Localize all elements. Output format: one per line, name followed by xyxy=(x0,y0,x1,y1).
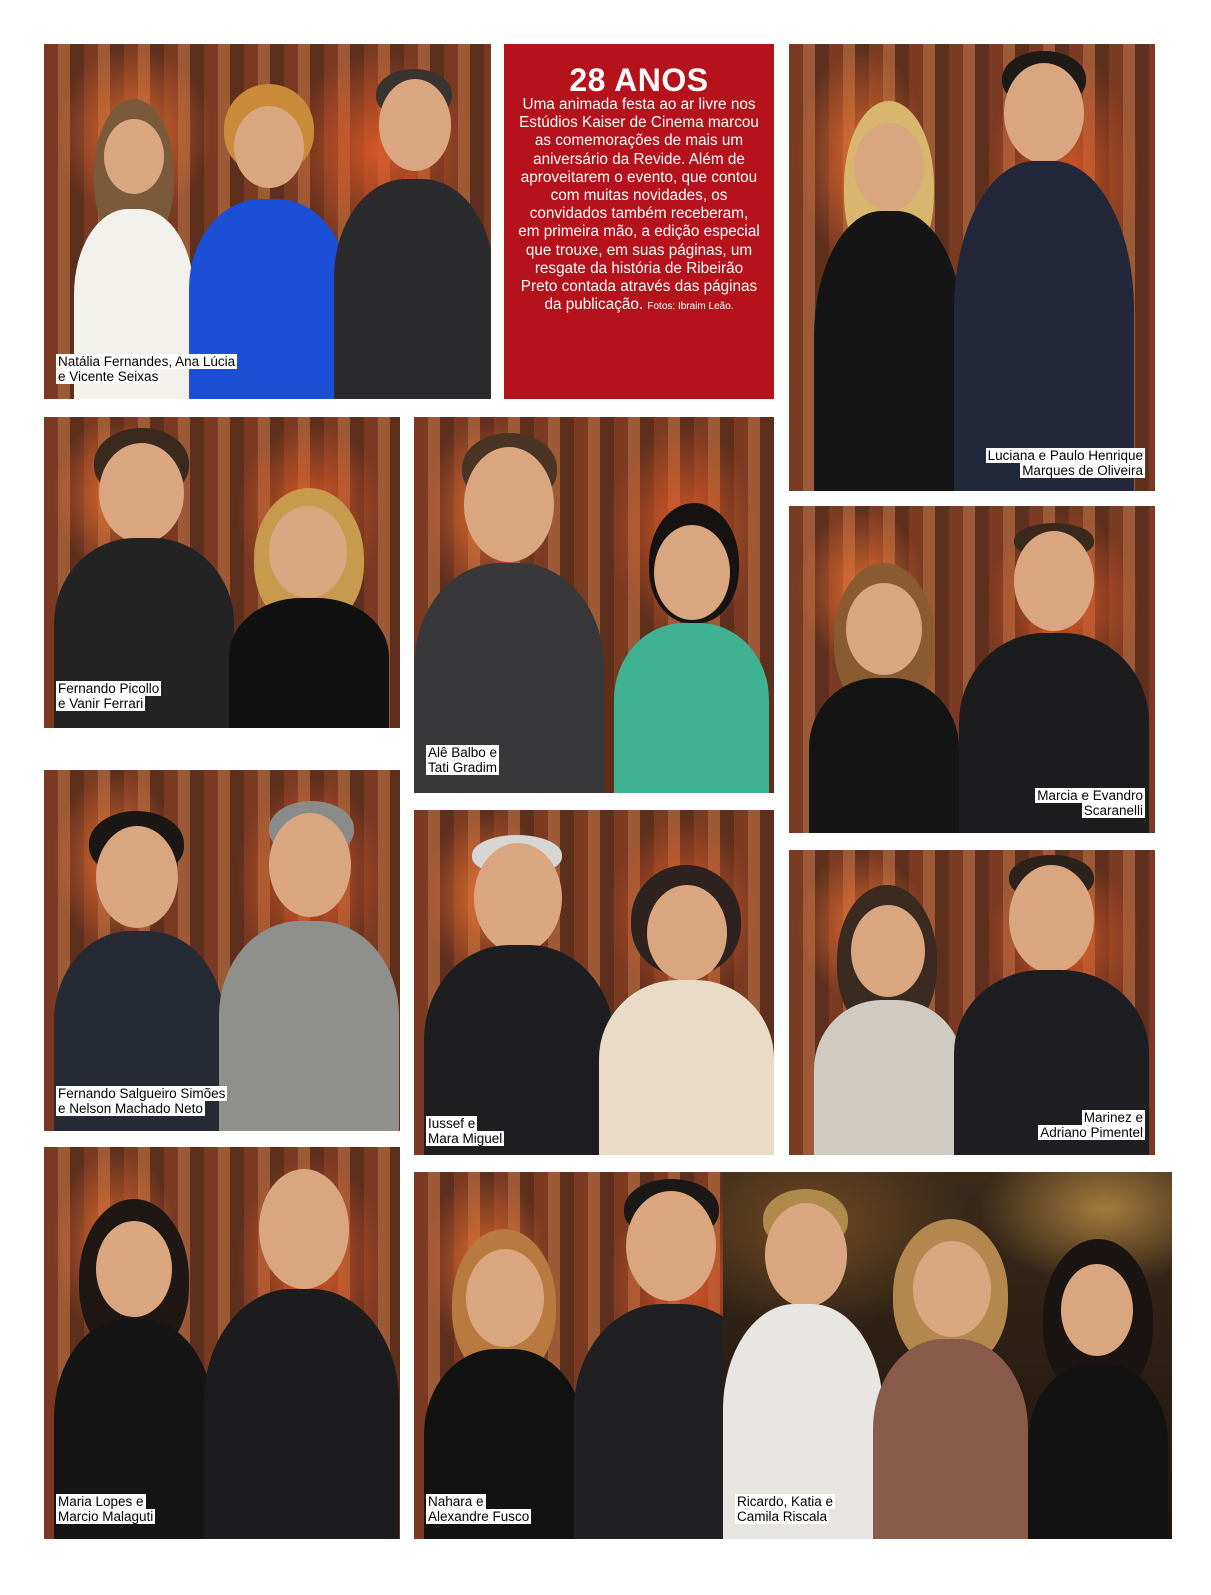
caption-line: Alê Balbo e xyxy=(428,745,498,760)
photo-caption xyxy=(986,448,1145,478)
person-figure xyxy=(184,84,354,399)
caption-line: Marcia e Evandro xyxy=(1037,788,1143,803)
caption-line: Adriano Pimentel xyxy=(1040,1125,1143,1140)
photo-nahara-alexandre xyxy=(414,1172,774,1539)
photo-iussef-mara xyxy=(414,810,774,1155)
photo-fernando-nelson xyxy=(44,770,400,1131)
person-figure xyxy=(959,523,1149,833)
person-figure xyxy=(424,835,614,1155)
photo-credit: Fotos: Ibraim Leão. xyxy=(647,301,734,313)
person-figure xyxy=(424,1229,584,1539)
photo-caption xyxy=(426,1494,531,1524)
photo-marcia-evandro xyxy=(789,506,1155,833)
photo-caption xyxy=(426,745,499,775)
caption-line: Maria Lopes e xyxy=(58,1494,144,1509)
person-figure xyxy=(54,811,224,1131)
caption-line: Mara Miguel xyxy=(428,1131,503,1146)
person-figure xyxy=(809,885,969,1155)
intro-title: 28 ANOS xyxy=(569,62,709,98)
caption-line: Fernando Salgueiro Simões xyxy=(58,1086,226,1101)
photo-natalia-ana-vicente xyxy=(44,44,491,399)
photo-caption xyxy=(1038,1110,1145,1140)
intro-box xyxy=(504,44,774,399)
photo-caption xyxy=(426,1116,504,1146)
caption-line: Marques de Oliveira xyxy=(1022,463,1143,478)
caption-line: e Nelson Machado Neto xyxy=(58,1101,203,1116)
caption-line: Marcio Malaguti xyxy=(58,1509,154,1524)
photo-ale-tati xyxy=(414,417,774,793)
caption-line: Marinez e xyxy=(1083,1110,1143,1125)
photo-caption xyxy=(56,1494,155,1524)
person-figure xyxy=(54,1199,214,1539)
caption-line: Tati Gradim xyxy=(428,760,498,775)
person-figure xyxy=(804,563,964,833)
caption-line: Nahara e xyxy=(428,1494,484,1509)
caption-line: Fernando Picollo xyxy=(58,681,160,696)
person-figure xyxy=(1023,1239,1172,1539)
person-figure xyxy=(334,69,491,399)
photo-ricardo-katia-camila xyxy=(723,1172,1172,1539)
person-figure xyxy=(723,1189,883,1539)
intro-body: Uma animada festa ao ar livre nos Estúdios Kaiser de Cinema marcou as comemorações de mais um aniversário da Revide. Além de aproveitarem o evento, que contou com muitas novidades, os convidados também receberam, em primeira mão, a edição especial que trouxe, em suas páginas, um resgate da história de Ribeirão Preto contada através das páginas da publicação. xyxy=(518,96,760,314)
person-figure xyxy=(204,1169,399,1539)
photo-caption xyxy=(56,681,161,711)
photo-caption xyxy=(735,1494,835,1524)
person-figure xyxy=(414,433,604,793)
person-figure xyxy=(809,101,969,491)
person-figure xyxy=(224,488,394,728)
person-figure xyxy=(599,865,774,1155)
person-figure xyxy=(954,51,1134,491)
photo-caption xyxy=(56,1086,227,1116)
person-figure xyxy=(868,1219,1033,1539)
photo-marinez-adriano xyxy=(789,850,1155,1155)
caption-line: Natália Fernandes, Ana Lúcia xyxy=(58,354,236,369)
person-figure xyxy=(609,503,774,793)
caption-line: Luciana e Paulo Henrique xyxy=(987,448,1143,463)
intro-text xyxy=(518,96,760,316)
caption-line: Camila Riscala xyxy=(737,1509,828,1524)
person-figure xyxy=(219,801,399,1131)
caption-line: e Vicente Seixas xyxy=(58,369,159,384)
caption-line: Scaranelli xyxy=(1083,803,1143,818)
caption-line: e Vanir Ferrari xyxy=(58,696,144,711)
photo-fernando-vanir xyxy=(44,417,400,728)
photo-maria-marcio xyxy=(44,1147,400,1539)
caption-line: Alexandre Fusco xyxy=(428,1509,530,1524)
photo-caption xyxy=(56,354,237,384)
caption-line: Iussef e xyxy=(428,1116,476,1131)
caption-line: Ricardo, Katia e xyxy=(737,1494,834,1509)
photo-luciana-paulo xyxy=(789,44,1155,491)
photo-caption xyxy=(1035,788,1145,818)
